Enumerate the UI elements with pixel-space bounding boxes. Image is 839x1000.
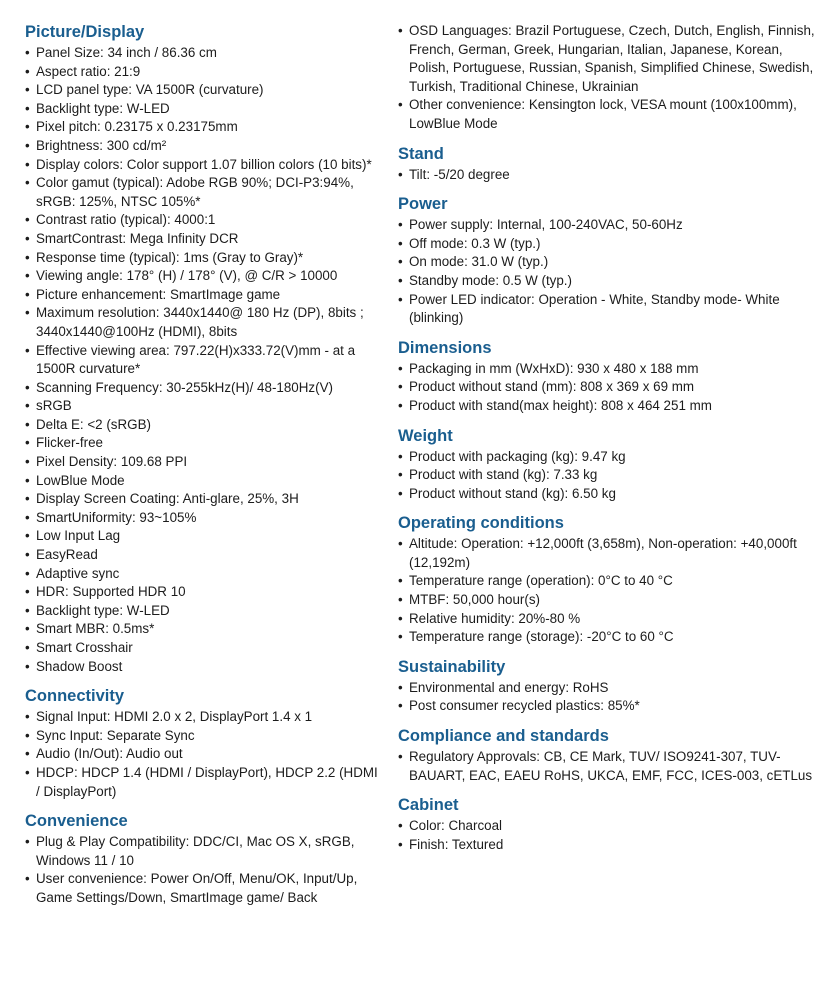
section-convenience	[25, 811, 380, 907]
spec-item: • HDCP: HDCP 1.4 (HDMI / DisplayPort), HDCP 2.2 (HDMI / DisplayPort)	[25, 764, 380, 801]
spec-item: • Viewing angle: 178° (H) / 178° (V), @ C/R > 10000	[25, 267, 380, 286]
spec-list	[398, 22, 818, 134]
section-heading-compliance-and-standards: Compliance and standards	[398, 727, 609, 746]
spec-item: • Adaptive sync	[25, 565, 380, 584]
spec-item: • Audio (In/Out): Audio out	[25, 745, 380, 764]
spec-list	[398, 748, 818, 785]
spec-item: • Delta E: <2 (sRGB)	[25, 416, 380, 435]
spec-item: • HDR: Supported HDR 10	[25, 583, 380, 602]
spec-item: • OSD Languages: Brazil Portuguese, Czech, Dutch, English, Finnish, French, German, Greek, Hungarian, Italian, Japanese, Korean, Polish, Portuguese, Russian, Spanish, Simplified Chinese, Swedish, Turkish, Traditional Chinese, Ukrainian	[398, 22, 818, 96]
spec-item: • Product without stand (kg): 6.50 kg	[398, 485, 818, 504]
spec-item: • Effective viewing area: 797.22(H)x333.72(V)mm - at a 1500R curvature*	[25, 342, 380, 379]
spec-item: • Backlight type: W-LED	[25, 602, 380, 621]
spec-item: • Maximum resolution: 3440x1440@ 180 Hz (DP), 8bits ; 3440x1440@100Hz (HDMI), 8bits	[25, 304, 380, 341]
spec-list	[398, 535, 818, 647]
spec-item: • Regulatory Approvals: CB, CE Mark, TUV/ ISO9241-307, TUV-BAUART, EAC, EAEU RoHS, UKCA, EMF, FCC, ICES-003, cETLus	[398, 748, 818, 785]
spec-item: • SmartContrast: Mega Infinity DCR	[25, 230, 380, 249]
section-dimensions	[398, 338, 818, 416]
spec-item: • Product with packaging (kg): 9.47 kg	[398, 448, 818, 467]
spec-item: • Standby mode: 0.5 W (typ.)	[398, 272, 818, 291]
section-heading-weight: Weight	[398, 426, 453, 445]
right-column	[398, 22, 818, 864]
section-heading-cabinet: Cabinet	[398, 796, 459, 815]
spec-item: • Contrast ratio (typical): 4000:1	[25, 211, 380, 230]
spec-list	[398, 166, 818, 185]
spec-list	[398, 360, 818, 416]
section-compliance-and-standards	[398, 726, 818, 785]
spec-item: • Plug & Play Compatibility: DDC/CI, Mac OS X, sRGB, Windows 11 / 10	[25, 833, 380, 870]
spec-item: • Color gamut (typical): Adobe RGB 90%; DCI-P3:94%, sRGB: 125%, NTSC 105%*	[25, 174, 380, 211]
section-connectivity	[25, 686, 380, 801]
spec-item: • Shadow Boost	[25, 658, 380, 677]
spec-item: • Scanning Frequency: 30-255kHz(H)/ 48-180Hz(V)	[25, 379, 380, 398]
section-stand	[398, 144, 818, 185]
section-heading-power: Power	[398, 195, 448, 214]
section-power	[398, 194, 818, 328]
section-operating-conditions	[398, 513, 818, 647]
spec-item: • Power supply: Internal, 100-240VAC, 50-60Hz	[398, 216, 818, 235]
section-heading-convenience: Convenience	[25, 812, 128, 831]
spec-item: • Temperature range (storage): -20°C to 60 °C	[398, 628, 818, 647]
spec-item: • Packaging in mm (WxHxD): 930 x 480 x 188 mm	[398, 360, 818, 379]
spec-item: • Pixel Density: 109.68 PPI	[25, 453, 380, 472]
spec-item: • Environmental and energy: RoHS	[398, 679, 818, 698]
section-heading-picture-display: Picture/Display	[25, 23, 145, 41]
section-heading-stand: Stand	[398, 144, 444, 163]
spec-item: • Temperature range (operation): 0°C to 40 °C	[398, 572, 818, 591]
spec-list	[25, 708, 380, 801]
spec-item: • Picture enhancement: SmartImage game	[25, 286, 380, 305]
spec-item: • Response time (typical): 1ms (Gray to Gray)*	[25, 249, 380, 268]
spec-item: • Panel Size: 34 inch / 86.36 cm	[25, 44, 380, 63]
section-heading-dimensions: Dimensions	[398, 338, 492, 357]
spec-item: • Product without stand (mm): 808 x 369 x 69 mm	[398, 378, 818, 397]
spec-list	[25, 833, 380, 907]
spec-item: • Finish: Textured	[398, 836, 818, 855]
section-weight	[398, 426, 818, 504]
spec-item: • Smart Crosshair	[25, 639, 380, 658]
spec-list	[25, 44, 380, 676]
spec-item: • Signal Input: HDMI 2.0 x 2, DisplayPort 1.4 x 1	[25, 708, 380, 727]
spec-item: • User convenience: Power On/Off, Menu/OK, Input/Up, Game Settings/Down, SmartImage game/ Back	[25, 870, 380, 907]
section-heading-connectivity: Connectivity	[25, 687, 125, 706]
spec-item: • Aspect ratio: 21:9	[25, 63, 380, 82]
spec-item: • Post consumer recycled plastics: 85%*	[398, 697, 818, 716]
section-heading-operating-conditions: Operating conditions	[398, 514, 564, 533]
spec-item: • Other convenience: Kensington lock, VESA mount (100x100mm), LowBlue Mode	[398, 96, 818, 133]
spec-item: • Product with stand(max height): 808 x 464 251 mm	[398, 397, 818, 416]
spec-item: • LCD panel type: VA 1500R (curvature)	[25, 81, 380, 100]
spec-item: • Brightness: 300 cd/m²	[25, 137, 380, 156]
spec-item: • Altitude: Operation: +12,000ft (3,658m), Non-operation: +40,000ft (12,192m)	[398, 535, 818, 572]
spec-item: • sRGB	[25, 397, 380, 416]
spec-list	[398, 817, 818, 854]
spec-item: • MTBF: 50,000 hour(s)	[398, 591, 818, 610]
spec-item: • Color: Charcoal	[398, 817, 818, 836]
section-heading-sustainability: Sustainability	[398, 657, 506, 676]
spec-item: • Sync Input: Separate Sync	[25, 727, 380, 746]
section-picture-display	[25, 22, 380, 676]
spec-item: • Flicker-free	[25, 434, 380, 453]
section-cabinet	[398, 795, 818, 854]
spec-item: • Off mode: 0.3 W (typ.)	[398, 235, 818, 254]
spec-item: • Backlight type: W-LED	[25, 100, 380, 119]
spec-item: • Pixel pitch: 0.23175 x 0.23175mm	[25, 118, 380, 137]
spec-item: • Low Input Lag	[25, 527, 380, 546]
spec-item: • Display Screen Coating: Anti-glare, 25%, 3H	[25, 490, 380, 509]
spec-item: • On mode: 31.0 W (typ.)	[398, 253, 818, 272]
section-sustainability	[398, 657, 818, 716]
spec-item: • Relative humidity: 20%-80 %	[398, 610, 818, 629]
spec-item: • Smart MBR: 0.5ms*	[25, 620, 380, 639]
spec-item: • Display colors: Color support 1.07 billion colors (10 bits)*	[25, 156, 380, 175]
spec-item: • LowBlue Mode	[25, 472, 380, 491]
spec-item: • Tilt: -5/20 degree	[398, 166, 818, 185]
spec-item: • SmartUniformity: 93~105%	[25, 509, 380, 528]
spec-list	[398, 448, 818, 504]
spec-list	[398, 679, 818, 716]
section-continued	[398, 22, 818, 134]
spec-list	[398, 216, 818, 328]
left-column	[25, 22, 380, 918]
spec-item: • EasyRead	[25, 546, 380, 565]
spec-item: • Product with stand (kg): 7.33 kg	[398, 466, 818, 485]
spec-item: • Power LED indicator: Operation - White, Standby mode- White (blinking)	[398, 291, 818, 328]
